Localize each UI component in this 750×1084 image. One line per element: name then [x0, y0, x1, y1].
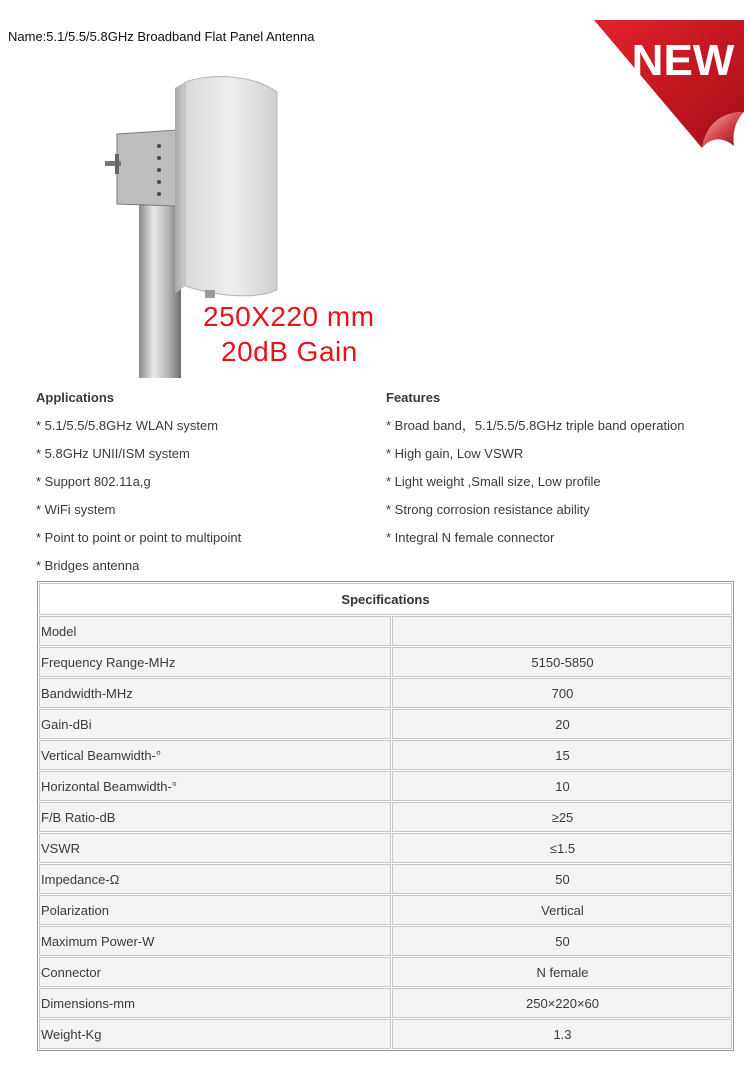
spec-value: 700 [392, 678, 732, 708]
table-row [39, 895, 732, 925]
size-caption: 250X220 mm [203, 301, 375, 332]
spec-label: VSWR [39, 833, 391, 863]
list-item: * Strong corrosion resistance ability [386, 502, 590, 517]
spec-value: 50 [392, 864, 732, 894]
list-item: * Support 802.11a,g [36, 474, 151, 489]
spec-label: Gain-dBi [39, 709, 391, 739]
spec-value: 1.3 [392, 1019, 732, 1049]
spec-value: N female [392, 957, 732, 987]
spec-label: Model [39, 616, 391, 646]
spec-label: Vertical Beamwidth-° [39, 740, 391, 770]
list-item: * Point to point or point to multipoint [36, 530, 242, 545]
spec-label: Horizontal Beamwidth-° [39, 771, 391, 801]
spec-label: Weight-Kg [39, 1019, 391, 1049]
spec-label: Maximum Power-W [39, 926, 391, 956]
table-row [39, 1019, 732, 1049]
list-item: * Light weight ,Small size, Low profile [386, 474, 601, 489]
specifications-table [37, 581, 734, 1051]
spec-label: Impedance-Ω [39, 864, 391, 894]
new-badge-text: NEW [631, 36, 735, 85]
spec-value: ≤1.5 [392, 833, 732, 863]
spec-value: 15 [392, 740, 732, 770]
table-row [39, 988, 732, 1018]
spec-value: ≥25 [392, 802, 732, 832]
list-item: * High gain, Low VSWR [386, 446, 524, 461]
spec-label: Bandwidth-MHz [39, 678, 391, 708]
spec-value: 50 [392, 926, 732, 956]
table-row [39, 771, 732, 801]
specifications-heading: Specifications [39, 583, 732, 615]
new-badge [594, 20, 744, 170]
product-name: Name:5.1/5.5/5.8GHz Broadband Flat Panel Antenna [8, 29, 315, 44]
spec-label: F/B Ratio-dB [39, 802, 391, 832]
spec-label: Frequency Range-MHz [39, 647, 391, 677]
features-list [386, 412, 684, 552]
list-item: * Bridges antenna [36, 558, 140, 573]
spec-value: 250×220×60 [392, 988, 732, 1018]
applications-section [36, 390, 241, 580]
list-item: * WiFi system [36, 502, 116, 517]
list-item: * Integral N female connector [386, 530, 555, 545]
table-row [39, 740, 732, 770]
spec-value: Vertical [392, 895, 732, 925]
spec-value: 10 [392, 771, 732, 801]
gain-caption: 20dB Gain [221, 336, 358, 367]
table-row [39, 864, 732, 894]
table-row [39, 833, 732, 863]
table-row [39, 709, 732, 739]
table-row [39, 647, 732, 677]
spec-value [392, 616, 732, 646]
features-heading: Features [386, 390, 441, 405]
table-row [39, 802, 732, 832]
table-header-row [39, 583, 732, 615]
spec-label: Dimensions-mm [39, 988, 391, 1018]
list-item: * 5.1/5.5/5.8GHz WLAN system [36, 418, 219, 433]
spec-value: 20 [392, 709, 732, 739]
features-section [386, 390, 684, 552]
spec-label: Connector [39, 957, 391, 987]
list-item: * 5.8GHz UNII/ISM system [36, 446, 190, 461]
table-row [39, 957, 732, 987]
spec-value: 5150-5850 [392, 647, 732, 677]
table-row [39, 616, 732, 646]
spec-label: Polarization [39, 895, 391, 925]
table-row [39, 926, 732, 956]
applications-list [36, 412, 241, 580]
list-item: * Broad band，5.1/5.5/5.8GHz triple band operation [386, 418, 685, 433]
table-row [39, 678, 732, 708]
applications-heading: Applications [36, 390, 115, 405]
